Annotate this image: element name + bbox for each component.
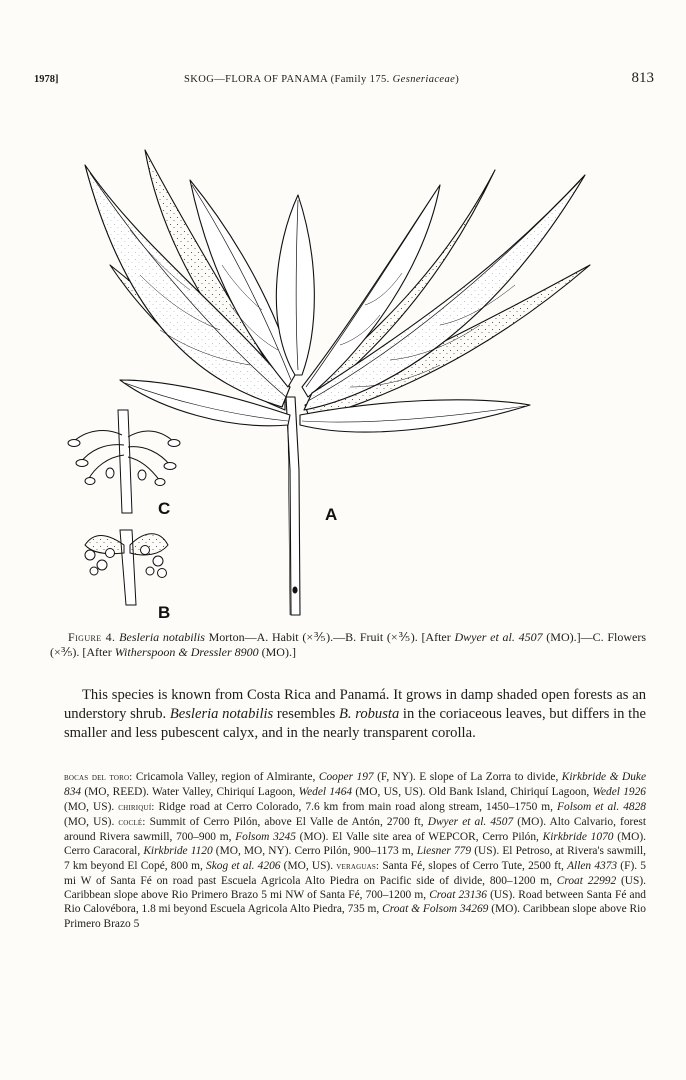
body-paragraph: This species is known from Costa Rica and Panamá. It grows in damp shaded open forests as an understory shrub. Besleria notabilis resembles B. robusta in the coriaceous leaves, but differs in the smaller and less pubescent calyx, and in the nearly transparent corolla. (64, 687, 646, 741)
header-year: 1978] (34, 74, 59, 85)
region-bocas: bocas del toro: (64, 772, 133, 783)
region-chiriqui: chiriquí: (118, 801, 155, 813)
figure-label-c: C (158, 499, 171, 518)
specimens-list: bocas del toro: Cricamola Valley, region of Almirante, Cooper 197 (F, NY). E slope of La Zorra to divide, Kirkbride & Duke 834 (MO, REED). Water Valley, Chiriquí Lagoon, Wedel 1464 (MO, US, US). Old Bank Island, Chiriquí Lagoon, Wedel 1926 (MO, US). chiriquí: Ridge road at Cerro Colorado, 7.6 km from main road along stream, 1450–1750 m, Folsom et al. 4828 (MO, US). coclé: Summit of Cerro Pilón, above El Valle de Antón, 2700 ft, Dwyer et al. 4507 (MO). Alto Calvario, forest around Rivera sawmill, 700–900 m, Folsom 3245 (MO). El Valle site area of WEPCOR, Cerro Pilón, Kirkbride 1070 (MO). Cerro Caracoral, Kirkbride 1120 (MO, MO, NY). Cerro Pilón, 900–1173 m, Liesner 779 (US). El Petroso, at Rivera's sawmill, 7 km beyond El Copé, 800 m, Skog et al. 4206 (MO, US). veraguas: Santa Fé, slopes of Cerro Tute, 2500 ft, Allen 4373 (F). 5 mi W of Santa Fé on road past Escuela Agricola Alto Piedra on Pacific side of divide, 800–1200 m, Croat 22992 (US). Caribbean slope above Rio Primero Brazo 5 mi NW of Santa Fé, 700–1200 m, Croat 23136 (US). Road between Santa Fé and Rio Calovébora, 1.8 mi beyond Escuela Agricola Alto Piedra, 735 m, Croat & Folsom 34269 (MO). Caribbean slope above Rio Primero Brazo 5 (64, 771, 646, 930)
running-header (34, 70, 654, 90)
page-number: 813 (631, 70, 654, 86)
region-cocle: coclé: (118, 816, 146, 828)
fruit-drawing (85, 530, 168, 605)
header-title: SKOG—FLORA OF PANAMA (Family 175. Gesneriaceae) (184, 74, 460, 85)
figure-label-a: A (325, 505, 338, 524)
flowers-drawing (68, 410, 180, 513)
botanical-illustration (50, 125, 610, 625)
figure-caption: Figure 4. Besleria notabilis Morton—A. Habit (×⅗).—B. Fruit (×⅗). [After Dwyer et al. 4507 (MO).]—C. Flowers (×⅗). [After Witherspoon & Dressler 8900 (MO).] (50, 630, 647, 659)
region-veraguas: veraguas: (336, 860, 380, 872)
figure-label-b: B (158, 603, 171, 622)
